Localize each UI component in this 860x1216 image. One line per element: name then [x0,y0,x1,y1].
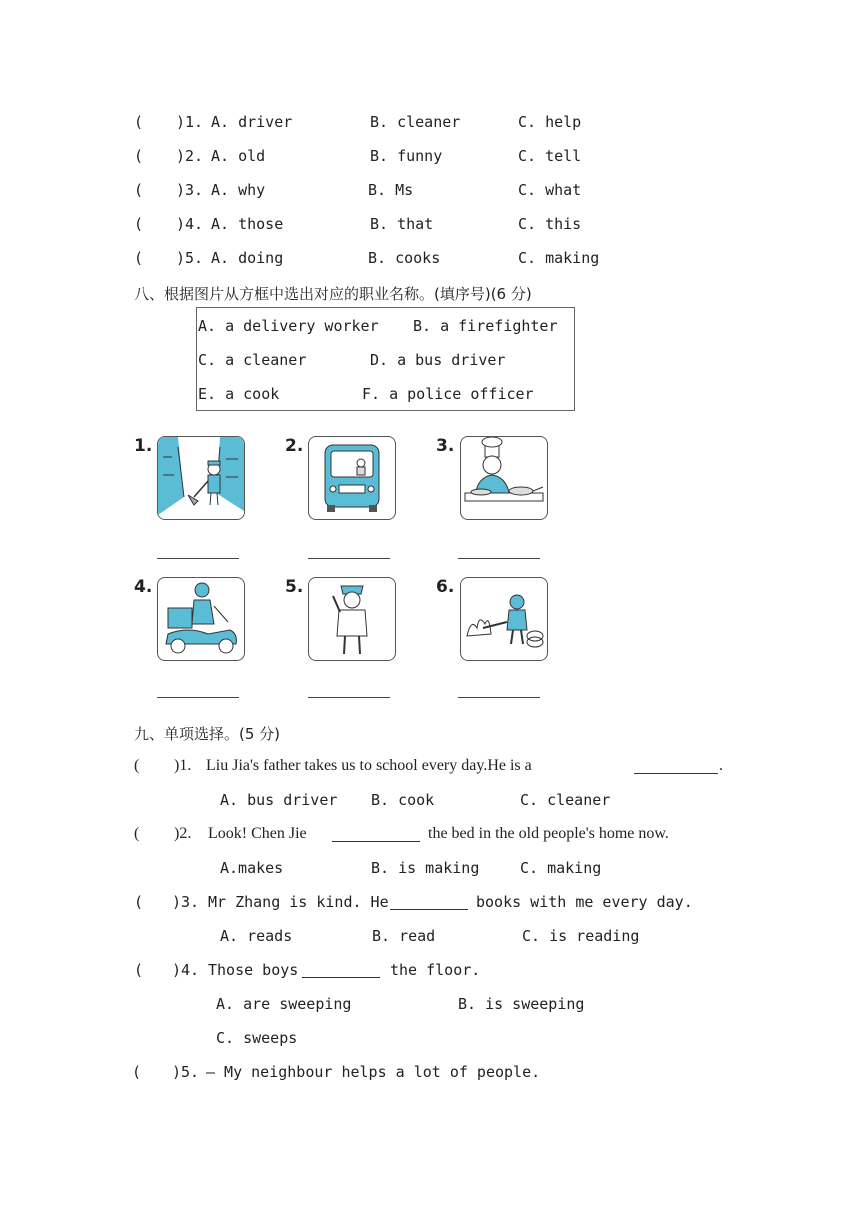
option-c: C. cleaner [520,791,611,809]
option-c: C. making [520,859,602,877]
word-bank-option: D. a bus driver [370,351,506,369]
paren-open: ( [134,181,144,199]
bus-illustration [309,437,395,519]
question-row [134,215,582,233]
cleaner-illustration [158,437,244,519]
answer-blank [634,759,718,774]
paren-open: ( [134,113,144,131]
question-number: )5. [172,1063,200,1081]
question-number: )4. [176,215,204,233]
word-bank-option: B. a firefighter [413,317,558,335]
question-stem: Those boys [208,961,299,979]
option-a: A. are sweeping [216,995,352,1013]
picture-number: 4. [134,577,153,597]
answer-blank [390,895,468,910]
police-officer-picture [308,577,396,661]
paren-open: ( [134,757,140,774]
word-bank-option: F. a police officer [362,385,534,403]
word-bank-box [196,307,575,411]
option-a: A. doing [211,249,284,267]
option-a: A. bus driver [220,791,338,809]
answer-line [458,558,540,559]
option-b: B. read [372,927,436,945]
question-stem: — My neighbour helps a lot of people. [206,1063,541,1081]
option-b: B. is making [371,859,480,877]
question-end: the bed in the old people's home now. [428,825,669,842]
paren-open: ( [134,893,144,911]
question-number: )1. [174,757,192,774]
question-number: )5. [176,249,204,267]
question-row [134,147,582,165]
answer-line [308,697,390,698]
police-illustration [309,578,395,660]
answer-line [157,697,239,698]
option-b: B. cook [371,791,435,809]
delivery-worker-picture [157,577,245,661]
question-end: . [719,757,723,774]
picture-number: 2. [285,436,304,456]
cook-picture [460,436,548,520]
answer-blank [302,963,380,978]
option-c: C. is reading [522,927,640,945]
picture-number: 6. [436,577,455,597]
option-a: A.makes [220,859,284,877]
cleaner-picture [157,436,245,520]
question-row [134,757,723,775]
question-number: )3. [172,893,200,911]
option-b: B. cooks [368,249,441,267]
option-b: B. is sweeping [458,995,585,1013]
question-end: the floor. [390,961,481,979]
section9-title: 九、单项选择。(5 分) [134,725,281,743]
delivery-illustration [158,578,244,660]
question-row [134,961,481,979]
picture-number: 5. [285,577,304,597]
answer-blank [332,827,420,842]
option-b: B. Ms [368,181,414,199]
option-c: C. help [518,113,582,131]
picture-number: 3. [436,436,455,456]
firefighter-illustration [461,578,547,660]
question-row [134,181,582,199]
option-c: C. what [518,181,582,199]
paren-open: ( [134,961,144,979]
word-bank-option: C. a cleaner [198,351,307,369]
option-c: C. making [518,249,600,267]
word-bank-option: A. a delivery worker [198,317,379,335]
question-number: )2. [174,825,192,842]
cook-illustration [461,437,547,519]
answer-line [308,558,390,559]
firefighter-picture [460,577,548,661]
question-stem: Liu Jia's father takes us to school every day.He is a [206,757,532,774]
answer-line [458,697,540,698]
question-end: books with me every day. [476,893,693,911]
question-row [132,1063,541,1081]
question-number: )2. [176,147,204,165]
answer-line [157,558,239,559]
question-row [134,893,693,911]
section8-title: 八、根据图片从方框中选出对应的职业名称。(填序号)(6 分) [134,285,532,303]
option-c: C. sweeps [216,1029,298,1047]
question-stem: Look! Chen Jie [208,825,307,842]
paren-open: ( [134,147,144,165]
picture-number: 1. [134,436,153,456]
paren-open: ( [134,249,144,267]
question-number: )3. [176,181,204,199]
question-number: )4. [172,961,200,979]
option-b: B. cleaner [370,113,461,131]
option-a: A. why [211,181,266,199]
option-a: A. reads [220,927,293,945]
paren-open: ( [134,215,144,233]
question-row [134,249,600,267]
option-c: C. tell [518,147,582,165]
bus-driver-picture [308,436,396,520]
option-b: B. funny [370,147,443,165]
question-row [134,825,669,843]
question-number: )1. [176,113,204,131]
question-row [134,113,582,131]
paren-open: ( [134,825,140,842]
option-a: A. driver [211,113,293,131]
option-a: A. old [211,147,266,165]
option-a: A. those [211,215,284,233]
question-stem: Mr Zhang is kind. He [208,893,389,911]
word-bank-option: E. a cook [198,385,280,403]
option-c: C. this [518,215,582,233]
option-b: B. that [370,215,434,233]
paren-open: ( [132,1063,142,1081]
